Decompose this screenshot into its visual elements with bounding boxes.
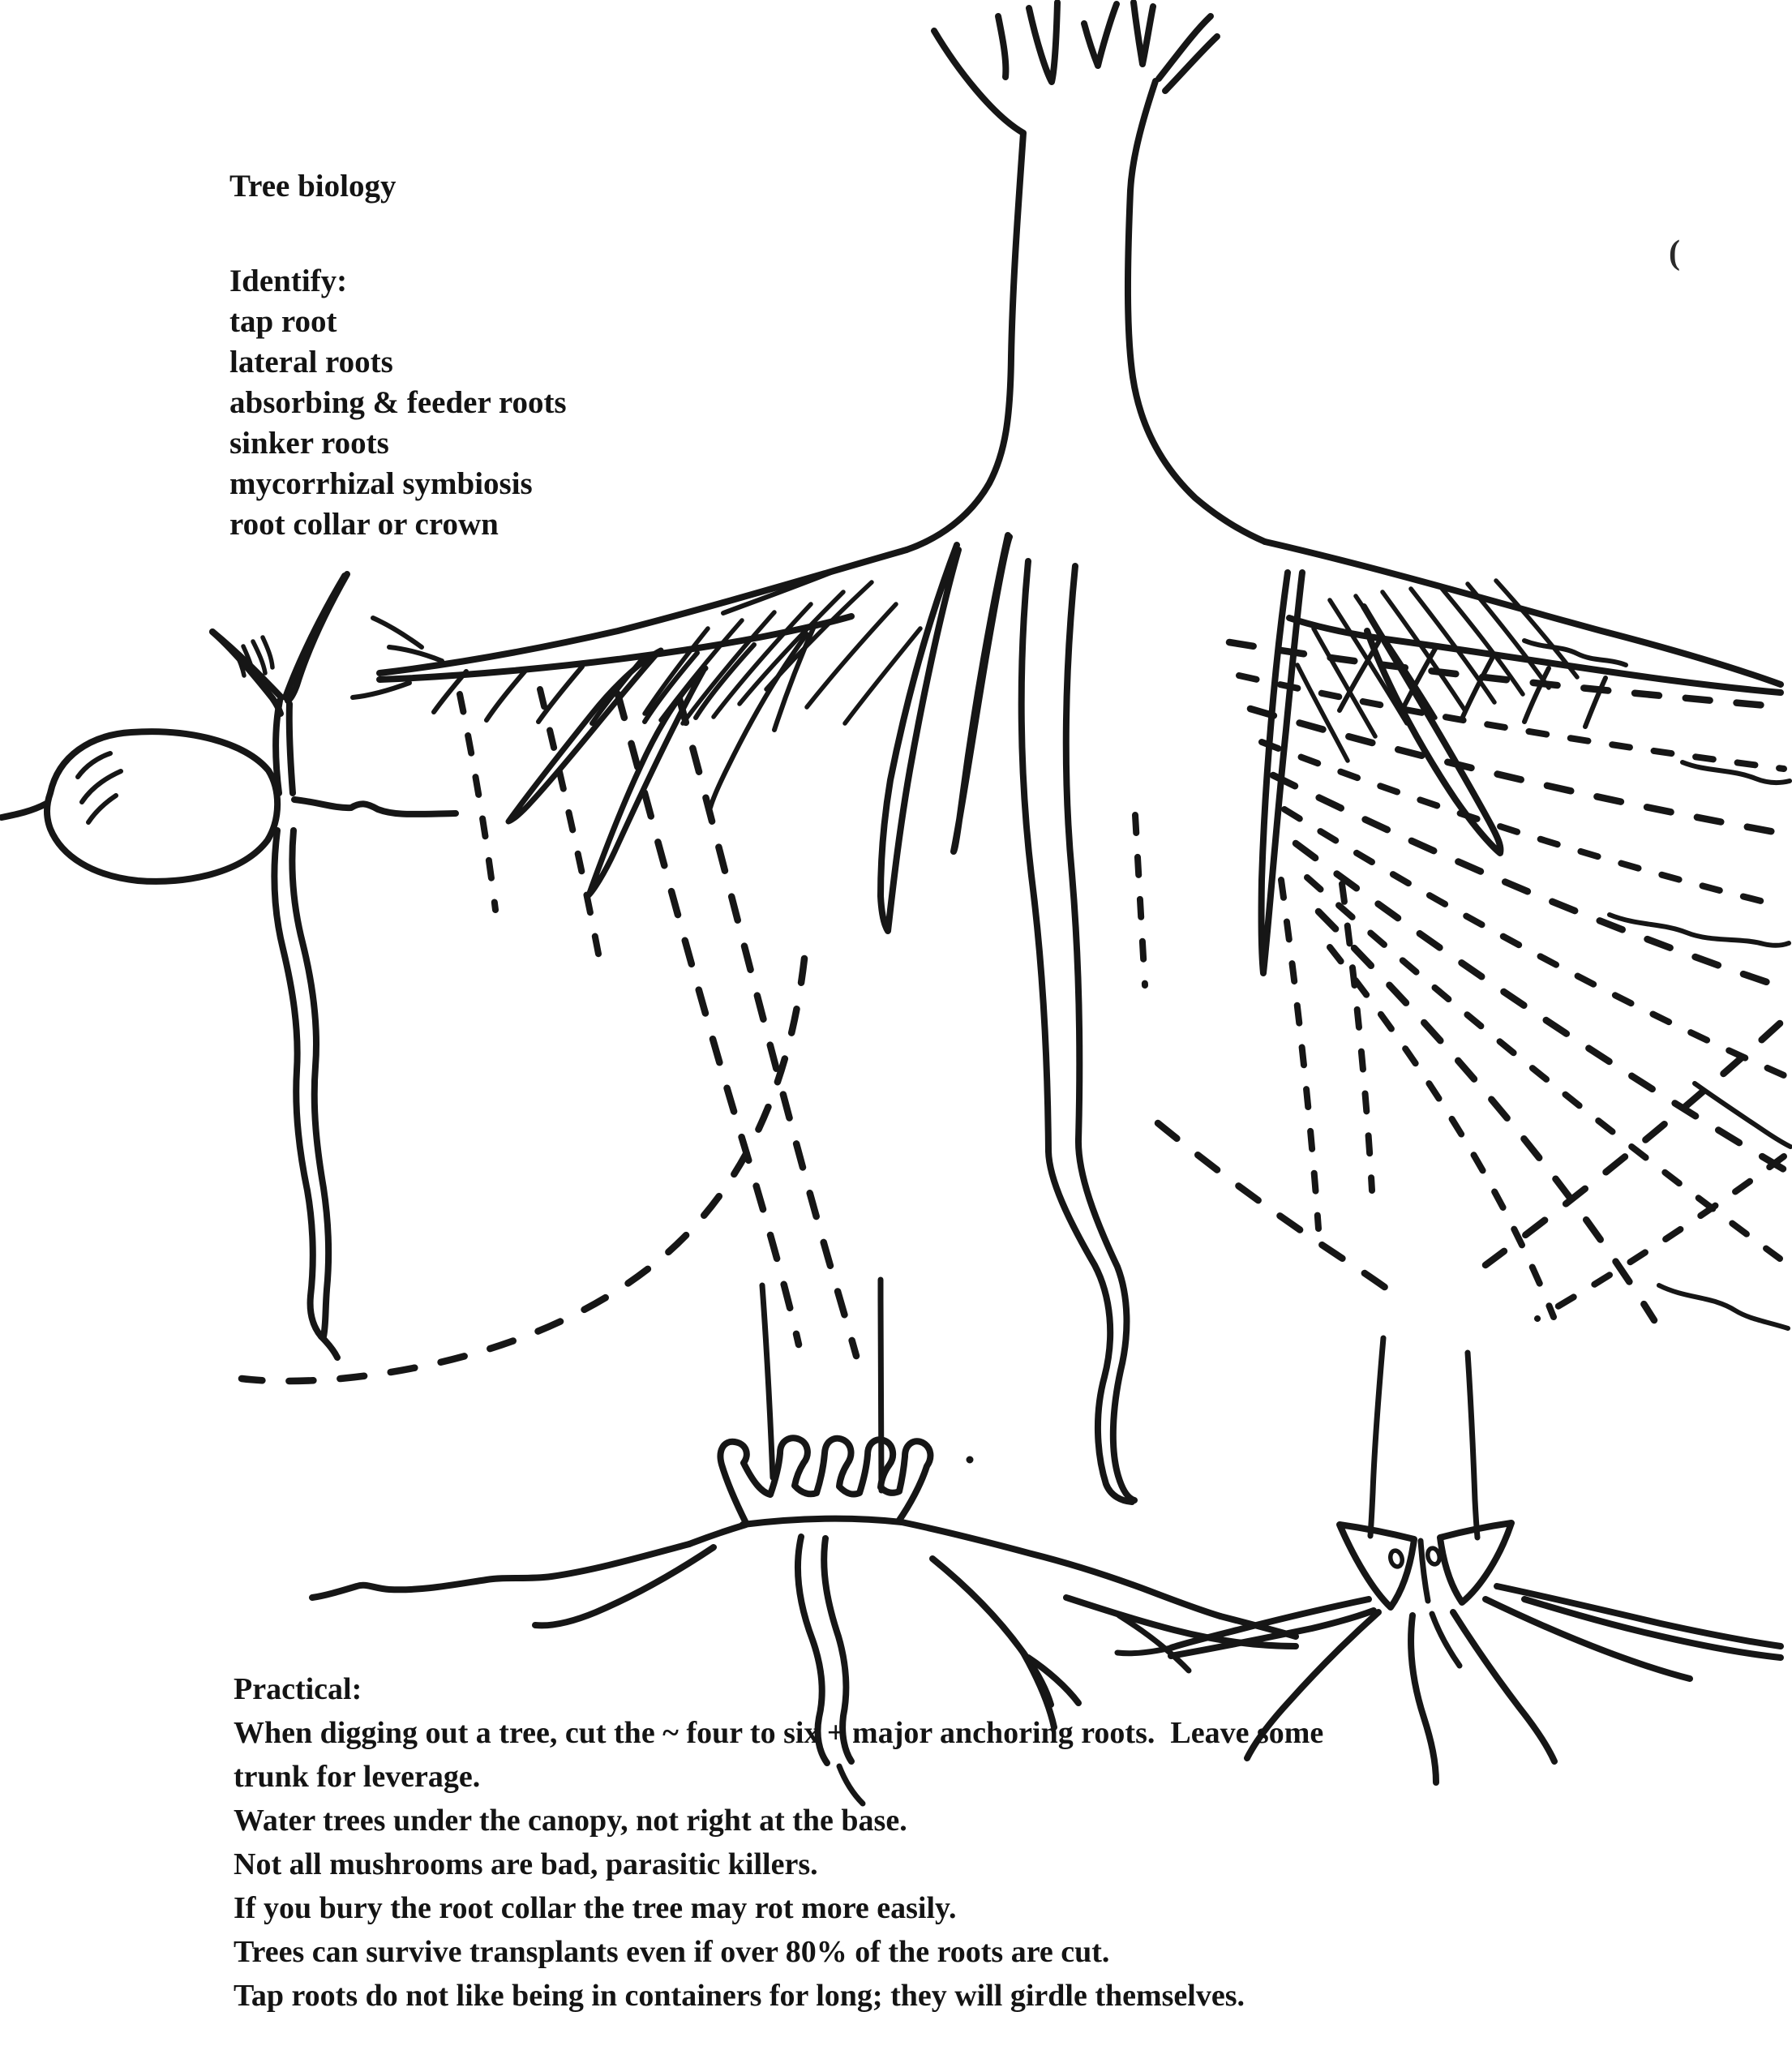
practical-line: Not all mushrooms are bad, parasitic killers. [234, 1847, 818, 1881]
absorbing-roots-right [1229, 642, 1784, 1320]
seed-outline [47, 731, 277, 882]
identify-item-sinker-roots: sinker roots [229, 426, 389, 461]
practical-line: Tap roots do not like being in containers for long; they will girdle themselves. [234, 1979, 1245, 2013]
absorbing-root [1342, 884, 1372, 1190]
practical-line: Water trees under the canopy, not right at the base. [234, 1804, 907, 1838]
ground-line [2, 804, 46, 817]
identify-heading: Identify: [229, 264, 348, 298]
absorbing-root [1281, 880, 1318, 1229]
anchor-root [1453, 1612, 1554, 1761]
wavy-root [1695, 1083, 1790, 1147]
page-title: Tree biology [229, 169, 397, 204]
sinker-root [1262, 573, 1302, 973]
absorbing-root [460, 694, 495, 910]
seedling-taproot-tip [321, 1336, 337, 1358]
anchor-root [1524, 1599, 1781, 1658]
branch-notch [1029, 2, 1057, 82]
twig [389, 647, 442, 661]
absorbing-root [1307, 877, 1780, 1259]
twig [373, 618, 422, 647]
stray-mark: ( [1669, 234, 1680, 272]
twig [538, 667, 582, 722]
leaf-right [288, 574, 347, 701]
absorbing-root [1284, 809, 1784, 1075]
absorbing-root [680, 699, 856, 1356]
absorbing-root [1158, 1123, 1401, 1299]
practical-block [234, 1667, 1323, 2018]
wavy-root [1610, 915, 1789, 946]
anchor-root [1411, 1615, 1436, 1782]
crown-outline [720, 1438, 930, 1523]
anchor-root [1497, 1586, 1781, 1646]
crown-base-line [743, 1519, 902, 1525]
branch-notch [1084, 4, 1117, 66]
twig [1524, 668, 1549, 722]
seed-hatch [88, 796, 116, 822]
stray-dot [967, 1456, 973, 1463]
identify-item-mycorrhizal-symbiosis: mycorrhizal symbiosis [229, 466, 533, 501]
twig [487, 671, 525, 720]
fine-root [1314, 628, 1375, 736]
branch-notch [1134, 2, 1153, 64]
collar-trunk-line [1370, 1338, 1383, 1536]
ground-line-left [312, 1544, 689, 1598]
tap-root-right-edge [1066, 566, 1134, 1500]
lateral-root-inner-line [723, 568, 843, 613]
anchor-root [1117, 1648, 1171, 1654]
sinker-root [881, 545, 958, 931]
absorbing-root [1318, 912, 1654, 1320]
practical-heading: Practical: [234, 1672, 362, 1706]
identify-item-root-collar-or-crown: root collar or crown [229, 507, 499, 542]
practical-line: Trees can survive transplants even if over 80% of the roots are cut. [234, 1935, 1110, 1969]
crown-trunk-line [762, 1285, 773, 1478]
twig [353, 683, 409, 697]
twig [696, 645, 754, 718]
absorbing-root [618, 694, 799, 1345]
collar-left-flap [1340, 1525, 1414, 1607]
absorbing-roots-left [242, 689, 1401, 1381]
collar-button [1426, 1547, 1442, 1566]
collar-button [1389, 1550, 1404, 1568]
ground-mound [689, 1525, 746, 1544]
mycorrhizal-dashes [1135, 815, 1145, 985]
absorbing-root [1239, 676, 1784, 769]
identify-item-lateral-roots: lateral roots [229, 345, 393, 380]
identify-item-absorbing-feeder-roots: absorbing & feeder roots [229, 385, 567, 420]
seedling-stem [289, 704, 293, 793]
identify-block [229, 166, 567, 545]
twig [1463, 658, 1492, 717]
trunk-right-edge [1128, 81, 1265, 542]
absorbing-root [1537, 1156, 1784, 1319]
ground-line [294, 800, 456, 814]
seed-hatch [78, 753, 110, 777]
practical-line: If you bury the root collar the tree may rot more easily. [234, 1891, 957, 1925]
collar-trunk-line [1468, 1353, 1477, 1538]
practical-line: When digging out a tree, cut the ~ four to six + major anchoring roots. Leave some [234, 1716, 1324, 1750]
identify-item-tap-root: tap root [229, 304, 337, 339]
absorbing-root [1296, 843, 1784, 1169]
practical-line: trunk for leverage. [234, 1760, 481, 1794]
branch-stub [998, 16, 1005, 77]
leaf-left [212, 632, 281, 714]
wavy-root [1659, 1285, 1788, 1328]
trunk-left-edge [907, 31, 1023, 550]
sinker-root [954, 535, 1010, 851]
